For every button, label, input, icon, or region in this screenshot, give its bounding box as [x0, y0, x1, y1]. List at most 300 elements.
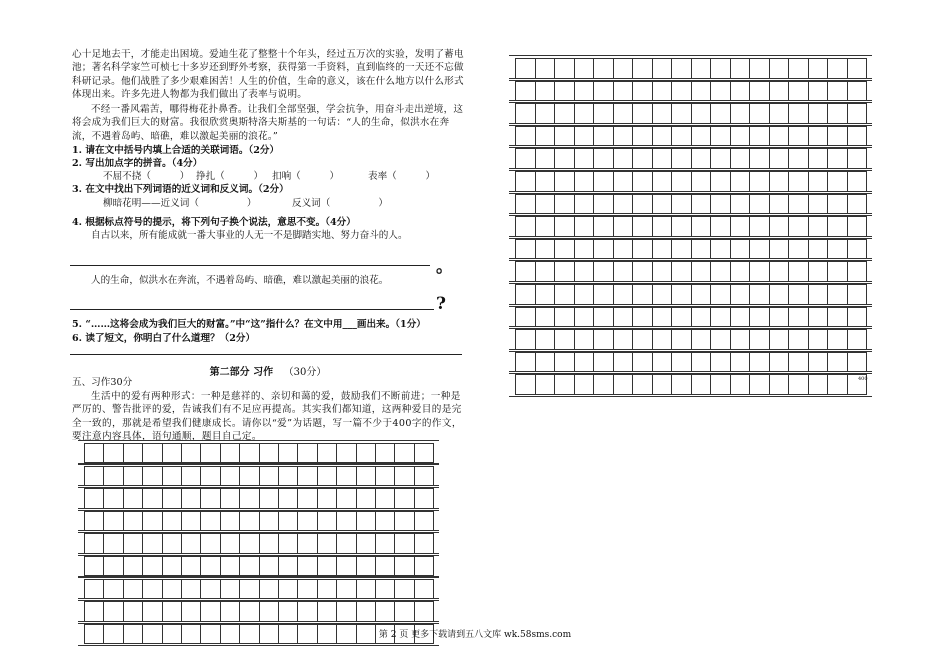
grid-cell[interactable]: [652, 194, 673, 215]
grid-cell[interactable]: [632, 126, 653, 147]
grid-cell[interactable]: [613, 171, 634, 192]
grid-cell[interactable]: [535, 81, 556, 102]
grid-cell[interactable]: [827, 239, 848, 260]
grid-cell[interactable]: [239, 579, 259, 599]
grid-cell[interactable]: [375, 511, 395, 531]
grid-cell[interactable]: [593, 148, 614, 169]
grid-cell[interactable]: [769, 352, 790, 373]
grid-cell[interactable]: [554, 216, 575, 237]
grid-cell[interactable]: [515, 239, 536, 260]
grid-cell[interactable]: [297, 579, 317, 599]
grid-cell[interactable]: [788, 284, 809, 305]
grid-cell[interactable]: [259, 533, 279, 553]
grid-cell[interactable]: [749, 81, 770, 102]
grid-cell[interactable]: [375, 556, 395, 576]
grid-cell[interactable]: [613, 261, 634, 282]
grid-cell[interactable]: [515, 284, 536, 305]
grid-cell[interactable]: [84, 488, 104, 508]
grid-cell[interactable]: [574, 239, 595, 260]
grid-cell[interactable]: [769, 58, 790, 79]
grid-cell[interactable]: [123, 601, 143, 621]
grid-cell[interactable]: [730, 352, 751, 373]
grid-cell[interactable]: [593, 307, 614, 328]
grid-cell[interactable]: [769, 239, 790, 260]
grid-cell[interactable]: [613, 352, 634, 373]
grid-cell[interactable]: [142, 601, 162, 621]
grid-cell[interactable]: [239, 601, 259, 621]
grid-cell[interactable]: [317, 443, 337, 463]
grid-cell[interactable]: [710, 239, 731, 260]
grid-cell[interactable]: [297, 488, 317, 508]
grid-cell[interactable]: [847, 352, 868, 373]
grid-cell[interactable]: [593, 126, 614, 147]
grid-cell[interactable]: [652, 126, 673, 147]
grid-cell[interactable]: [515, 307, 536, 328]
grid-cell[interactable]: [671, 194, 692, 215]
grid-cell[interactable]: [554, 329, 575, 350]
grid-cell[interactable]: [181, 466, 201, 486]
grid-cell[interactable]: [200, 579, 220, 599]
grid-cell[interactable]: [278, 511, 298, 531]
grid-cell[interactable]: [103, 533, 123, 553]
grid-cell[interactable]: [730, 284, 751, 305]
grid-cell[interactable]: [613, 58, 634, 79]
grid-cell[interactable]: [671, 148, 692, 169]
grid-cell[interactable]: [730, 81, 751, 102]
grid-cell[interactable]: [574, 374, 595, 395]
grid-cell[interactable]: [414, 533, 434, 553]
grid-cell[interactable]: [554, 284, 575, 305]
grid-cell[interactable]: [613, 216, 634, 237]
grid-cell[interactable]: [297, 443, 317, 463]
grid-cell[interactable]: [749, 216, 770, 237]
grid-cell[interactable]: [632, 307, 653, 328]
grid-cell[interactable]: [103, 556, 123, 576]
grid-cell[interactable]: [769, 284, 790, 305]
grid-cell[interactable]: [730, 307, 751, 328]
grid-cell[interactable]: [123, 443, 143, 463]
grid-cell[interactable]: [515, 194, 536, 215]
grid-cell[interactable]: [808, 284, 829, 305]
grid-cell[interactable]: [710, 58, 731, 79]
grid-cell[interactable]: [691, 194, 712, 215]
grid-cell[interactable]: [710, 374, 731, 395]
grid-cell[interactable]: [749, 284, 770, 305]
grid-cell[interactable]: [123, 556, 143, 576]
grid-cell[interactable]: [515, 216, 536, 237]
grid-cell[interactable]: [769, 307, 790, 328]
grid-cell[interactable]: [710, 103, 731, 124]
grid-cell[interactable]: [691, 126, 712, 147]
grid-cell[interactable]: [632, 239, 653, 260]
grid-cell[interactable]: [554, 103, 575, 124]
grid-cell[interactable]: [142, 466, 162, 486]
grid-cell[interactable]: [162, 511, 182, 531]
grid-cell[interactable]: [574, 171, 595, 192]
grid-cell[interactable]: [691, 374, 712, 395]
grid-cell[interactable]: [710, 171, 731, 192]
grid-cell[interactable]: [769, 261, 790, 282]
grid-cell[interactable]: [515, 329, 536, 350]
grid-cell[interactable]: [847, 194, 868, 215]
grid-cell[interactable]: [142, 488, 162, 508]
grid-cell[interactable]: [730, 103, 751, 124]
grid-cell[interactable]: [515, 261, 536, 282]
grid-cell[interactable]: [297, 556, 317, 576]
grid-cell[interactable]: [574, 307, 595, 328]
grid-cell[interactable]: [414, 511, 434, 531]
grid-cell[interactable]: [613, 239, 634, 260]
grid-cell[interactable]: [730, 261, 751, 282]
grid-cell[interactable]: [632, 329, 653, 350]
grid-cell[interactable]: [515, 126, 536, 147]
grid-cell[interactable]: [535, 374, 556, 395]
grid-cell[interactable]: [613, 103, 634, 124]
grid-cell[interactable]: [317, 601, 337, 621]
grid-cell[interactable]: [788, 239, 809, 260]
grid-cell[interactable]: [535, 261, 556, 282]
grid-cell[interactable]: [788, 307, 809, 328]
grid-cell[interactable]: [730, 58, 751, 79]
grid-cell[interactable]: [574, 216, 595, 237]
grid-cell[interactable]: [710, 261, 731, 282]
grid-cell[interactable]: [808, 374, 829, 395]
grid-cell[interactable]: [788, 374, 809, 395]
grid-cell[interactable]: [593, 194, 614, 215]
grid-cell[interactable]: [259, 601, 279, 621]
grid-cell[interactable]: [671, 58, 692, 79]
grid-cell[interactable]: [317, 511, 337, 531]
grid-cell[interactable]: [220, 443, 240, 463]
grid-cell[interactable]: [788, 81, 809, 102]
grid-cell[interactable]: [749, 148, 770, 169]
grid-cell[interactable]: [749, 126, 770, 147]
grid-cell[interactable]: [278, 579, 298, 599]
grid-cell[interactable]: [652, 58, 673, 79]
grid-cell[interactable]: [554, 58, 575, 79]
grid-cell[interactable]: [769, 216, 790, 237]
grid-cell[interactable]: [297, 466, 317, 486]
grid-cell[interactable]: [847, 171, 868, 192]
grid-cell[interactable]: [652, 81, 673, 102]
grid-cell[interactable]: [200, 533, 220, 553]
grid-cell[interactable]: [220, 579, 240, 599]
grid-cell[interactable]: [808, 307, 829, 328]
grid-cell[interactable]: [593, 58, 614, 79]
grid-cell[interactable]: [554, 239, 575, 260]
grid-cell[interactable]: [749, 261, 770, 282]
grid-cell[interactable]: [652, 352, 673, 373]
grid-cell[interactable]: [200, 488, 220, 508]
grid-cell[interactable]: [336, 488, 356, 508]
grid-cell[interactable]: [220, 601, 240, 621]
grid-cell[interactable]: [691, 239, 712, 260]
grid-cell[interactable]: [574, 103, 595, 124]
grid-cell[interactable]: [691, 329, 712, 350]
grid-cell[interactable]: [671, 171, 692, 192]
grid-cell[interactable]: [200, 601, 220, 621]
grid-cell[interactable]: [613, 194, 634, 215]
grid-cell[interactable]: [593, 171, 614, 192]
grid-cell[interactable]: [103, 579, 123, 599]
grid-cell[interactable]: [730, 216, 751, 237]
grid-cell[interactable]: [808, 171, 829, 192]
grid-cell[interactable]: [84, 556, 104, 576]
grid-cell[interactable]: [788, 261, 809, 282]
grid-cell[interactable]: [749, 329, 770, 350]
grid-cell[interactable]: [103, 466, 123, 486]
grid-cell[interactable]: [671, 81, 692, 102]
grid-cell[interactable]: [356, 443, 376, 463]
grid-cell[interactable]: [123, 488, 143, 508]
grid-cell[interactable]: [278, 466, 298, 486]
grid-cell[interactable]: [730, 148, 751, 169]
grid-cell[interactable]: [710, 126, 731, 147]
grid-cell[interactable]: [142, 579, 162, 599]
grid-cell[interactable]: [375, 579, 395, 599]
grid-cell[interactable]: [652, 329, 673, 350]
grid-cell[interactable]: [710, 284, 731, 305]
grid-cell[interactable]: [181, 511, 201, 531]
grid-cell[interactable]: [239, 511, 259, 531]
grid-cell[interactable]: [162, 488, 182, 508]
grid-cell[interactable]: [414, 579, 434, 599]
grid-cell[interactable]: [394, 601, 414, 621]
grid-cell[interactable]: [652, 239, 673, 260]
grid-cell[interactable]: [788, 148, 809, 169]
grid-cell[interactable]: [827, 307, 848, 328]
grid-cell[interactable]: [749, 239, 770, 260]
grid-cell[interactable]: [123, 466, 143, 486]
grid-cell[interactable]: [220, 466, 240, 486]
grid-cell[interactable]: [847, 307, 868, 328]
grid-cell[interactable]: [749, 103, 770, 124]
grid-cell[interactable]: [259, 511, 279, 531]
grid-cell[interactable]: [181, 601, 201, 621]
grid-cell[interactable]: [613, 329, 634, 350]
grid-cell[interactable]: [769, 171, 790, 192]
grid-cell[interactable]: [769, 148, 790, 169]
grid-cell[interactable]: [652, 148, 673, 169]
grid-cell[interactable]: [710, 81, 731, 102]
grid-cell[interactable]: [808, 126, 829, 147]
grid-cell[interactable]: [847, 284, 868, 305]
grid-cell[interactable]: [847, 58, 868, 79]
grid-cell[interactable]: [375, 488, 395, 508]
grid-cell[interactable]: [515, 352, 536, 373]
grid-cell[interactable]: [827, 329, 848, 350]
grid-cell[interactable]: [181, 556, 201, 576]
grid-cell[interactable]: [652, 284, 673, 305]
grid-cell[interactable]: [671, 103, 692, 124]
grid-cell[interactable]: [613, 81, 634, 102]
grid-cell[interactable]: [691, 81, 712, 102]
grid-cell[interactable]: [710, 307, 731, 328]
grid-cell[interactable]: [375, 466, 395, 486]
grid-cell[interactable]: [162, 556, 182, 576]
grid-cell[interactable]: [808, 216, 829, 237]
grid-cell[interactable]: [200, 443, 220, 463]
grid-cell[interactable]: [652, 171, 673, 192]
grid-cell[interactable]: [671, 374, 692, 395]
grid-cell[interactable]: [181, 443, 201, 463]
grid-cell[interactable]: [162, 579, 182, 599]
grid-cell[interactable]: [691, 284, 712, 305]
grid-cell[interactable]: [730, 171, 751, 192]
grid-cell[interactable]: [515, 374, 536, 395]
grid-cell[interactable]: [691, 103, 712, 124]
grid-cell[interactable]: [749, 307, 770, 328]
grid-cell[interactable]: [749, 171, 770, 192]
grid-cell[interactable]: [336, 466, 356, 486]
grid-cell[interactable]: [769, 194, 790, 215]
grid-cell[interactable]: [297, 511, 317, 531]
grid-cell[interactable]: [239, 443, 259, 463]
grid-cell[interactable]: [593, 103, 614, 124]
grid-cell[interactable]: [356, 556, 376, 576]
grid-cell[interactable]: [593, 81, 614, 102]
grid-cell[interactable]: [162, 443, 182, 463]
grid-cell[interactable]: [239, 466, 259, 486]
grid-cell[interactable]: [847, 329, 868, 350]
grid-cell[interactable]: [808, 261, 829, 282]
grid-cell[interactable]: [239, 533, 259, 553]
grid-cell[interactable]: [574, 148, 595, 169]
grid-cell[interactable]: [162, 533, 182, 553]
grid-cell[interactable]: [356, 466, 376, 486]
grid-cell[interactable]: [613, 307, 634, 328]
grid-cell[interactable]: [84, 579, 104, 599]
grid-cell[interactable]: [671, 239, 692, 260]
grid-cell[interactable]: [671, 284, 692, 305]
grid-cell[interactable]: [394, 511, 414, 531]
grid-cell[interactable]: [788, 329, 809, 350]
grid-cell[interactable]: [632, 352, 653, 373]
grid-cell[interactable]: [574, 352, 595, 373]
grid-cell[interactable]: [394, 488, 414, 508]
grid-cell[interactable]: [652, 261, 673, 282]
grid-cell[interactable]: [356, 511, 376, 531]
grid-cell[interactable]: [515, 58, 536, 79]
grid-cell[interactable]: [769, 374, 790, 395]
grid-cell[interactable]: [336, 511, 356, 531]
grid-cell[interactable]: [827, 261, 848, 282]
grid-cell[interactable]: [847, 216, 868, 237]
grid-cell[interactable]: [847, 148, 868, 169]
grid-cell[interactable]: [710, 352, 731, 373]
grid-cell[interactable]: [162, 466, 182, 486]
grid-cell[interactable]: [414, 556, 434, 576]
grid-cell[interactable]: [691, 216, 712, 237]
grid-cell[interactable]: [414, 443, 434, 463]
grid-cell[interactable]: [356, 533, 376, 553]
grid-cell[interactable]: [769, 126, 790, 147]
grid-cell[interactable]: [652, 216, 673, 237]
grid-cell[interactable]: [123, 511, 143, 531]
grid-cell[interactable]: [394, 533, 414, 553]
grid-cell[interactable]: [749, 194, 770, 215]
grid-cell[interactable]: [535, 239, 556, 260]
grid-cell[interactable]: [278, 443, 298, 463]
grid-cell[interactable]: [710, 148, 731, 169]
grid-cell[interactable]: [259, 466, 279, 486]
grid-cell[interactable]: [730, 239, 751, 260]
grid-cell[interactable]: [574, 261, 595, 282]
grid-cell[interactable]: [613, 374, 634, 395]
grid-cell[interactable]: [123, 579, 143, 599]
grid-cell[interactable]: [808, 194, 829, 215]
grid-cell[interactable]: [535, 148, 556, 169]
grid-cell[interactable]: [278, 556, 298, 576]
grid-cell[interactable]: [181, 533, 201, 553]
grid-cell[interactable]: [554, 81, 575, 102]
grid-cell[interactable]: [788, 58, 809, 79]
grid-cell[interactable]: [632, 261, 653, 282]
grid-cell[interactable]: [259, 488, 279, 508]
grid-cell[interactable]: [730, 194, 751, 215]
grid-cell[interactable]: [239, 556, 259, 576]
grid-cell[interactable]: [535, 194, 556, 215]
grid-cell[interactable]: [103, 601, 123, 621]
grid-cell[interactable]: [827, 194, 848, 215]
grid-cell[interactable]: [356, 488, 376, 508]
grid-cell[interactable]: [632, 148, 653, 169]
grid-cell[interactable]: [671, 216, 692, 237]
grid-cell[interactable]: [827, 171, 848, 192]
grid-cell[interactable]: [593, 284, 614, 305]
grid-cell[interactable]: [749, 374, 770, 395]
grid-cell[interactable]: [414, 466, 434, 486]
grid-cell[interactable]: [808, 103, 829, 124]
grid-cell[interactable]: [259, 579, 279, 599]
grid-cell[interactable]: [84, 511, 104, 531]
grid-cell[interactable]: [613, 126, 634, 147]
grid-cell[interactable]: [123, 533, 143, 553]
grid-cell[interactable]: [691, 148, 712, 169]
grid-cell[interactable]: [84, 443, 104, 463]
grid-cell[interactable]: [414, 601, 434, 621]
grid-cell[interactable]: [535, 126, 556, 147]
grid-cell[interactable]: [574, 194, 595, 215]
grid-cell[interactable]: [554, 352, 575, 373]
grid-cell[interactable]: [84, 466, 104, 486]
grid-cell[interactable]: [239, 488, 259, 508]
grid-cell[interactable]: [691, 352, 712, 373]
grid-cell[interactable]: [632, 374, 653, 395]
grid-cell[interactable]: [769, 329, 790, 350]
grid-cell[interactable]: [574, 58, 595, 79]
grid-cell[interactable]: [535, 171, 556, 192]
answer-line-1[interactable]: [70, 265, 430, 266]
grid-cell[interactable]: [808, 239, 829, 260]
grid-cell[interactable]: [515, 171, 536, 192]
grid-cell[interactable]: [375, 533, 395, 553]
grid-cell[interactable]: [103, 488, 123, 508]
grid-cell[interactable]: [336, 443, 356, 463]
grid-cell[interactable]: [84, 601, 104, 621]
grid-cell[interactable]: [632, 81, 653, 102]
grid-cell[interactable]: [710, 216, 731, 237]
grid-cell[interactable]: [574, 126, 595, 147]
grid-cell[interactable]: [632, 194, 653, 215]
grid-cell[interactable]: [336, 533, 356, 553]
grid-cell[interactable]: [827, 58, 848, 79]
grid-cell[interactable]: [535, 103, 556, 124]
grid-cell[interactable]: [535, 58, 556, 79]
grid-cell[interactable]: [847, 239, 868, 260]
grid-cell[interactable]: [691, 307, 712, 328]
grid-cell[interactable]: [730, 126, 751, 147]
